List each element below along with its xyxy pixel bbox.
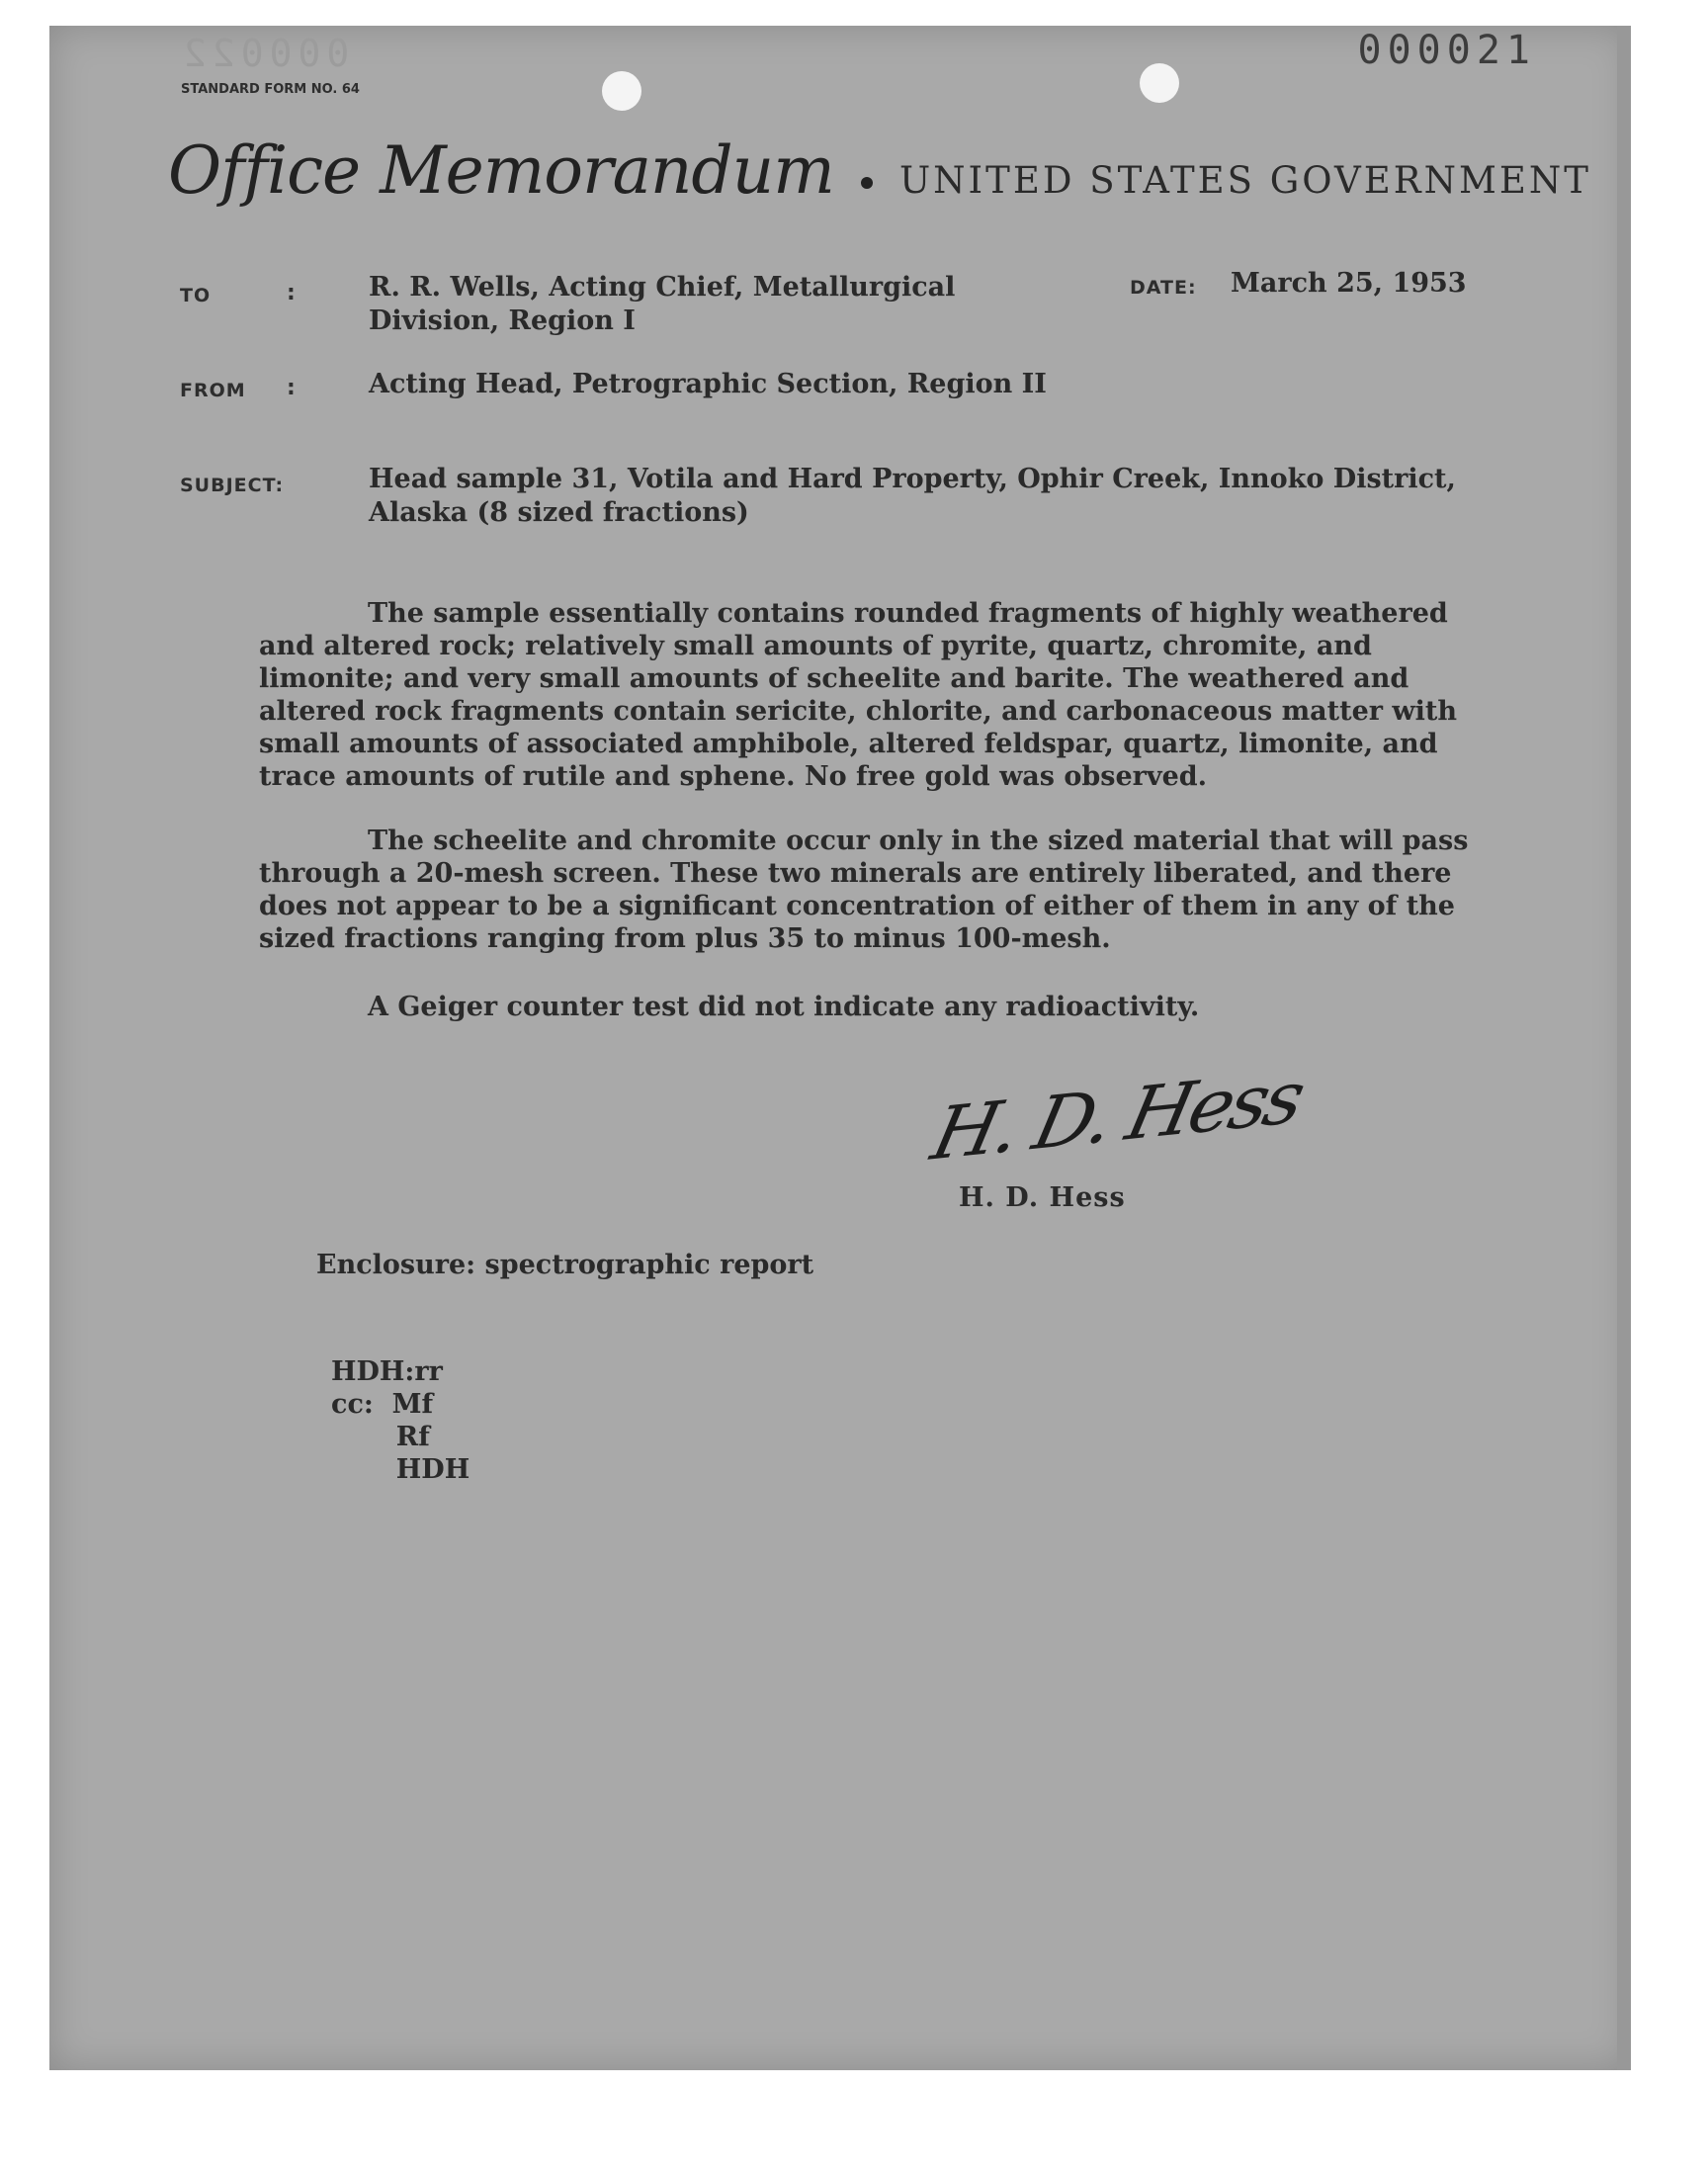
from-value: Acting Head, Petrographic Section, Region II (369, 369, 1047, 399)
memo-header (168, 132, 1591, 209)
typed-signature-name: H. D. Hess (959, 1182, 1126, 1213)
from-label: FROM (180, 380, 246, 401)
memo-title: Office Memorandum (168, 132, 834, 209)
form-number: STANDARD FORM NO. 64 (181, 82, 360, 97)
to-colon: : (287, 281, 296, 305)
cc-line: cc: Mf (331, 1389, 434, 1420)
body-paragraph: The scheelite and chromite occur only in the sized material that will pass through a 20-mesh screen. These two minerals are entirely liberated, and there does not appear to be a significant concentration of either of them in any of the sized fractions ranging from plus 35 to minus 100-mesh. (259, 826, 1469, 954)
page-edge (1617, 26, 1631, 2070)
subject-label: SUBJECT: (180, 475, 285, 496)
punch-hole (602, 71, 641, 111)
enclosure-line: Enclosure: spectrographic report (316, 1250, 814, 1280)
date-label: DATE: (1130, 277, 1197, 299)
typist-initials: HDH:rr (331, 1356, 443, 1387)
cc-line: HDH (331, 1454, 470, 1485)
subject-value-line2: Alaska (8 sized fractions) (369, 497, 749, 528)
subject-value-line1: Head sample 31, Votila and Hard Property, Ophir Creek, Innoko District, (369, 464, 1456, 494)
to-label: TO (180, 285, 212, 306)
to-value-line2: Division, Region I (369, 305, 636, 336)
body-paragraph: The sample essentially contains rounded fragments of highly weathered and altered rock; relatively small amounts of pyrite, quartz, chromite, and limonite; and very small amounts of scheelite and barite. The weathered and altered rock fragments contain sericite, chlorite, and carbonaceous matter with small amounts of associated amphibole, altered feldspar, quartz, limonite, and trace amounts of rutile and sphene. No free gold was observed. (259, 598, 1457, 792)
handwritten-signature: H. D. Hess (924, 1055, 1310, 1177)
cc-line: Rf (331, 1422, 430, 1452)
memo-page (49, 26, 1631, 2070)
document-number: 000021 (1357, 28, 1536, 73)
to-value-line1: R. R. Wells, Acting Chief, Metallurgical (369, 272, 956, 303)
punch-hole (1140, 63, 1179, 103)
body-paragraph: A Geiger counter test did not indicate any radioactivity. (368, 992, 1200, 1022)
bleed-through-number: 000022 (178, 32, 350, 75)
bullet-separator (861, 177, 873, 189)
reference-block (331, 1355, 470, 1486)
memo-subtitle: UNITED STATES GOVERNMENT (898, 159, 1591, 202)
from-colon: : (287, 376, 296, 400)
date-value: March 25, 1953 (1231, 268, 1467, 299)
